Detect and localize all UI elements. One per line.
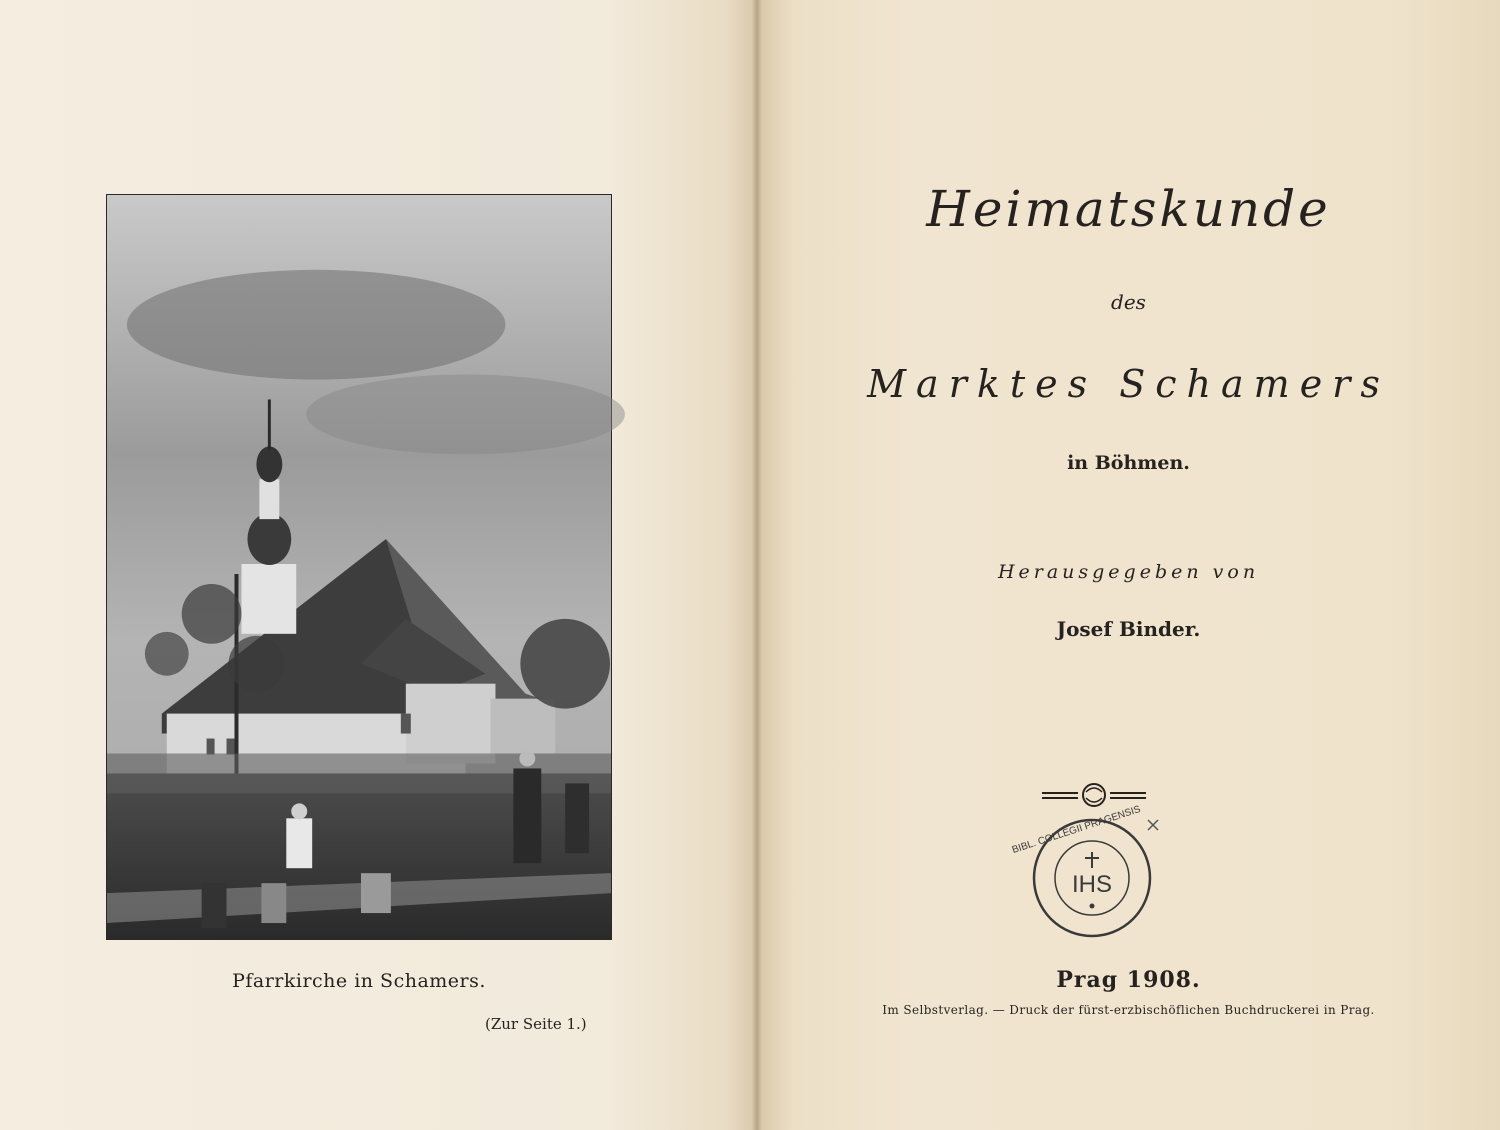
page-reference: (Zur Seite 1.) (485, 1015, 587, 1033)
title-article: des (1111, 290, 1146, 314)
imprint-line: Im Selbstverlag. — Druck der fürst-erzbischöflichen Buchdruckerei in Prag. (882, 1003, 1375, 1017)
edited-by-line: Herausgegeben von (997, 561, 1260, 583)
photo-caption: Pfarrkirche in Schamers. (232, 970, 486, 992)
svg-text:IHS: IHS (1071, 871, 1113, 898)
svg-text:BIBL. COLLEGII PRAGENSIS: BIBL. COLLEGII PRAGENSIS (1010, 803, 1143, 856)
library-stamp-icon (1010, 800, 1160, 942)
church-photo-illustration (107, 195, 611, 939)
author-name: Josef Binder. (1056, 617, 1201, 641)
publication-line: Prag 1908. (1056, 967, 1201, 993)
book-title: Heimatskunde (926, 180, 1331, 238)
title-place: Marktes Schamers (867, 362, 1390, 406)
church-photograph (106, 194, 612, 940)
title-region: in Böhmen. (1067, 452, 1190, 474)
